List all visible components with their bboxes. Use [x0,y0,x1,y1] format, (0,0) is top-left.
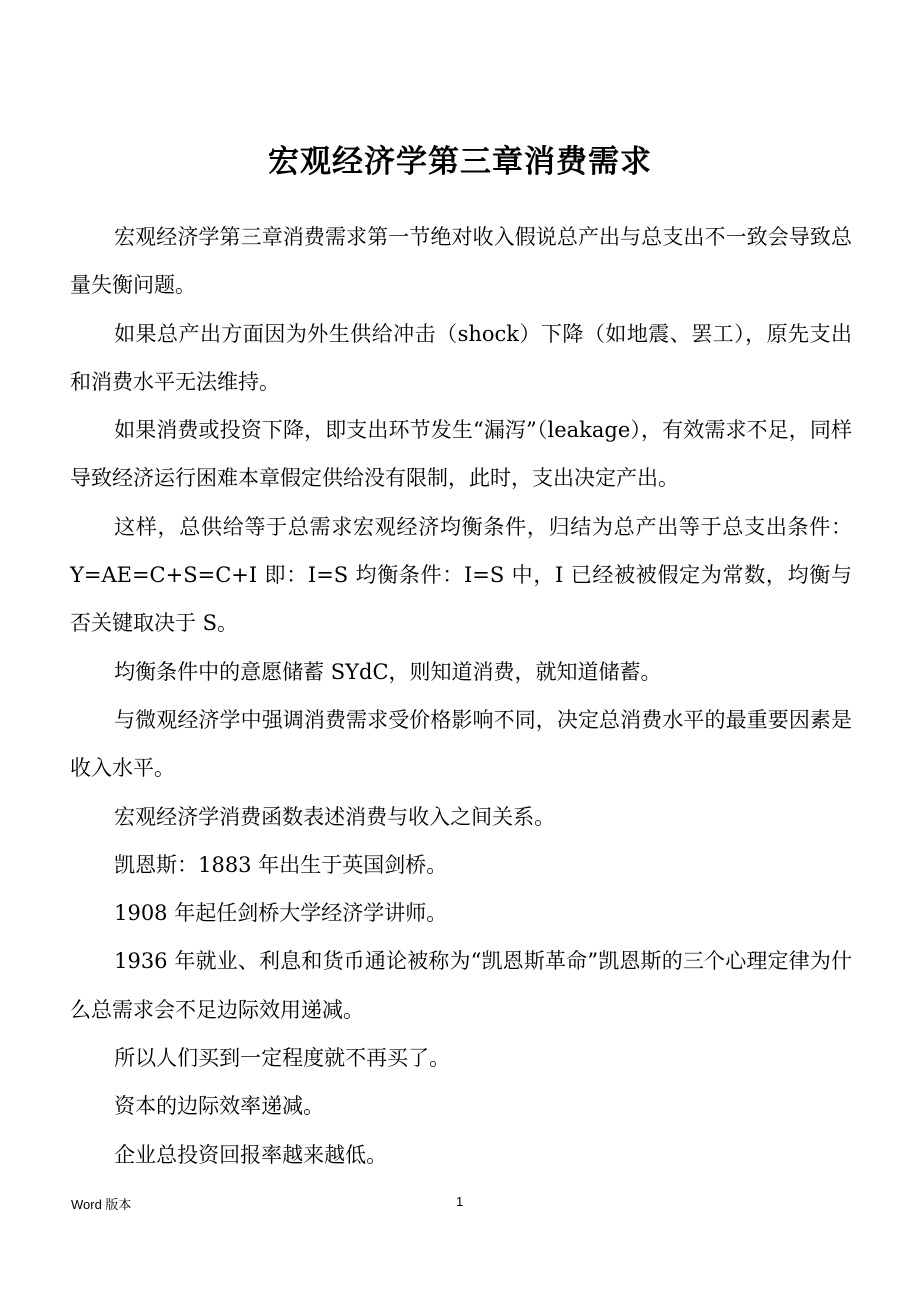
paragraph: 宏观经济学第三章消费需求第一节绝对收入假说总产出与总支出不一致会导致总量失衡问题。 [70,225,852,298]
paragraph: 均衡条件中的意愿储蓄 SYdC，则知道消费，就知道储蓄。 [114,659,662,684]
document-title: 宏观经济学第三章消费需求 [268,144,652,180]
document-body [70,213,852,1179]
paragraph: 1908 年起任剑桥大学经济学讲师。 [114,901,448,926]
paragraph: 所以人们买到一定程度就不再买了。 [114,1046,451,1071]
paragraph: 宏观经济学消费函数表述消费与收入之间关系。 [114,804,556,829]
paragraph: 如果消费或投资下降，即支出环节发生“漏泻”（leakage），有效需求不足，同样导致经济运行困难本章假定供给没有限制，此时，支出决定产出。 [70,418,852,491]
paragraph: 如果总产出方面因为外生供给冲击（shock）下降（如地震、罢工），原先支出和消费水平无法维持。 [70,321,852,394]
paragraph: 企业总投资回报率越来越低。 [114,1142,388,1167]
paragraph: 这样，总供给等于总需求宏观经济均衡条件，归结为总产出等于总支出条件：Y=AE=C+S=C+I 即：I=S 均衡条件：I=S 中，I 已经被被假定为常数，均衡与否关键取决于 S。 [70,514,852,636]
page-number: 1 [456,1194,464,1209]
footer-label: Word 版本 [71,1197,132,1212]
paragraph: 1936 年就业、利息和货币通论被称为“凯恩斯革命”凯恩斯的三个心理定律为什么总需求会不足边际效用递减。 [70,949,852,1022]
paragraph: 凯恩斯：1883 年出生于英国剑桥。 [114,852,448,877]
paragraph: 资本的边际效率递减。 [114,1094,325,1119]
paragraph: 与微观经济学中强调消费需求受价格影响不同，决定总消费水平的最重要因素是收入水平。 [70,707,852,781]
